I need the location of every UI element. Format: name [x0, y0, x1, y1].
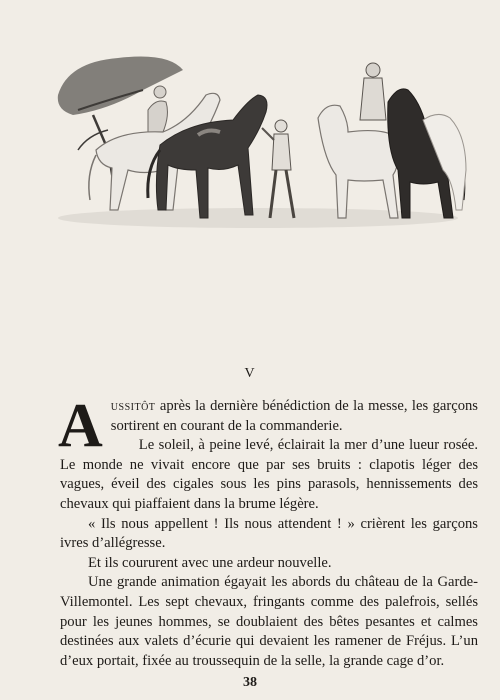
horses-illustration [48, 40, 468, 240]
page-number: 38 [243, 675, 257, 690]
chapter-text [58, 392, 478, 671]
chapter-number: V [244, 366, 256, 381]
paragraph-5: Une grande animation égayait les abords du château de la Garde-Villemontel. Les sept chevaux, fringants comme des palefrois, sellés pour les jeunes hommes, se doublaient des bêtes pesantes et calmes destinées aux valets d’écurie qui devaient les ramener de Fréjus. L’un d’eux portait, fixée au troussequin de la selle, la grande cage d’or. [60, 574, 478, 669]
paragraph-4: Et ils coururent avec une ardeur nouvelle. [88, 554, 332, 571]
paragraph-3: « Ils nous appellent ! Ils nous attendent ! » crièrent les garçons ivres d’allégresse. [60, 515, 478, 552]
drop-cap: A [58, 392, 103, 460]
paragraph-1 [58, 392, 478, 460]
paragraph-1-text: après la dernière bénédiction de la messe, les garçons sortirent en courant de la commanderie. [110, 398, 478, 434]
paragraph-2: Le soleil, à peine levé, éclairait la mer d’une lueur rosée. Le monde ne vivait encore que par ses bruits : clapotis léger des vagues, éveil des cigales sous les pins parasols, hennissements des chevaux qui piaffaient dans la brume légère. [60, 437, 478, 512]
opening-small-caps: ussitôt [110, 398, 156, 414]
